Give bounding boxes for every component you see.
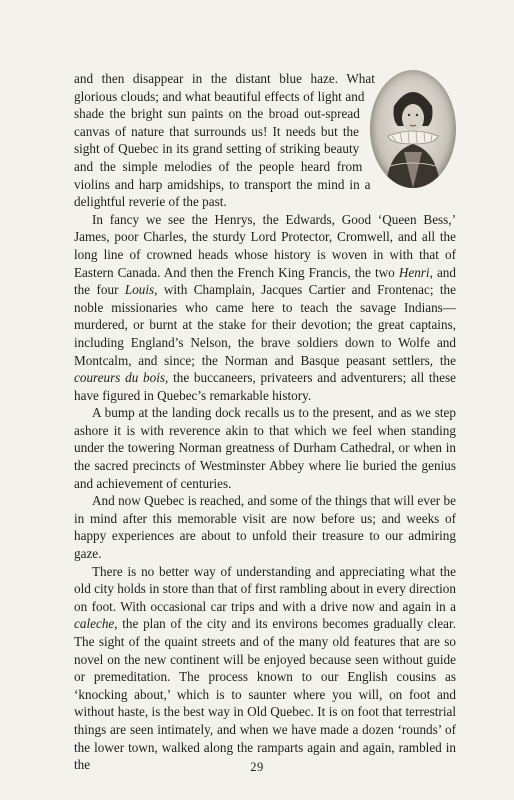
- paragraph: [74, 563, 456, 774]
- text-run: In fancy we see the Henrys, the Edwards, Good ‘Queen Bess,’ James, poor Charles, the sturdy Lord Protector, Cromwell, and all the long line of crowned heads whose history is woven in with that of Eastern Canada. And then the French King Francis, the two: [74, 211, 456, 280]
- italic-text: caleche: [74, 616, 115, 632]
- paragraph: [74, 404, 456, 492]
- italic-text: Louis: [124, 282, 155, 298]
- text-run: , with Champlain, Jacques Cartier and Frontenac; the noble missionaries who came here to teach the savage Indians—murdered, or burnt at the stake for their devotion; the great captains, including England’s Nelson, the brave soldiers down to Wolfe and Montcalm, and since; the Norman and Basque peasant settlers, the: [74, 282, 456, 368]
- text-run: , the plan of the city and its environs becomes gradually clear. The sight of the quaint streets and of the many old features that are so novel on the new continent will be enjoyed because seen without guide or premeditation. The process known to our English cousins as ‘knocking about,’ which is to saunter where you will, on foot and without haste, is the best way in Old Quebec. It is on foot that terrestrial things are seen intimately, and when we have made a dozen ‘rounds’ of the lower town, walked along the ramparts again and again, rambled in the: [74, 616, 456, 773]
- text-run: A bump at the landing dock recalls us to the present, and as we step ashore it is with reverence akin to that which we feel when standing under the towering Norman greatness of Durham Cathedral, or when in the sacred precincts of Westminster Abbey where lie buried the genius and achievement of centuries.: [74, 405, 456, 491]
- portrait-illustration: [364, 70, 456, 195]
- body-text: [74, 70, 456, 774]
- italic-text: coureurs du bois: [74, 370, 166, 386]
- page-number: 29: [250, 760, 264, 774]
- text-run: and then disappear in the distant blue haze. What glorious clouds; and what beautiful effects of light and shade the bright sun paints on the broad out-spread canvas of nature that surrounds us! It needs but the sight of Quebec in its grand setting of striking beauty and the simple melodies of the people heard from violins and harp amidships, to transport the mind in a delightful reverie of the past.: [74, 71, 375, 210]
- text-run: , and the four: [74, 264, 456, 298]
- text-run: There is no better way of understanding and appreciating what the old city holds in store than that of first rambling about in every direction on foot. With occasional car trips and with a drive now and again in a: [74, 563, 456, 614]
- text-run: And now Quebec is reached, and some of the things that will ever be in mind after this memorable visit are now before us; and weeks of happy experiences are about to unfold their treasure to our admiring gaze.: [74, 493, 456, 562]
- paragraph: [74, 492, 456, 562]
- text-run: , the buccaneers, privateers and adventurers; all these have figured in Quebec’s remarkable history.: [74, 370, 456, 403]
- italic-text: Henri: [398, 264, 430, 280]
- paragraph: [74, 211, 456, 405]
- portrait-of-elizabethan-woman-icon: [370, 70, 456, 188]
